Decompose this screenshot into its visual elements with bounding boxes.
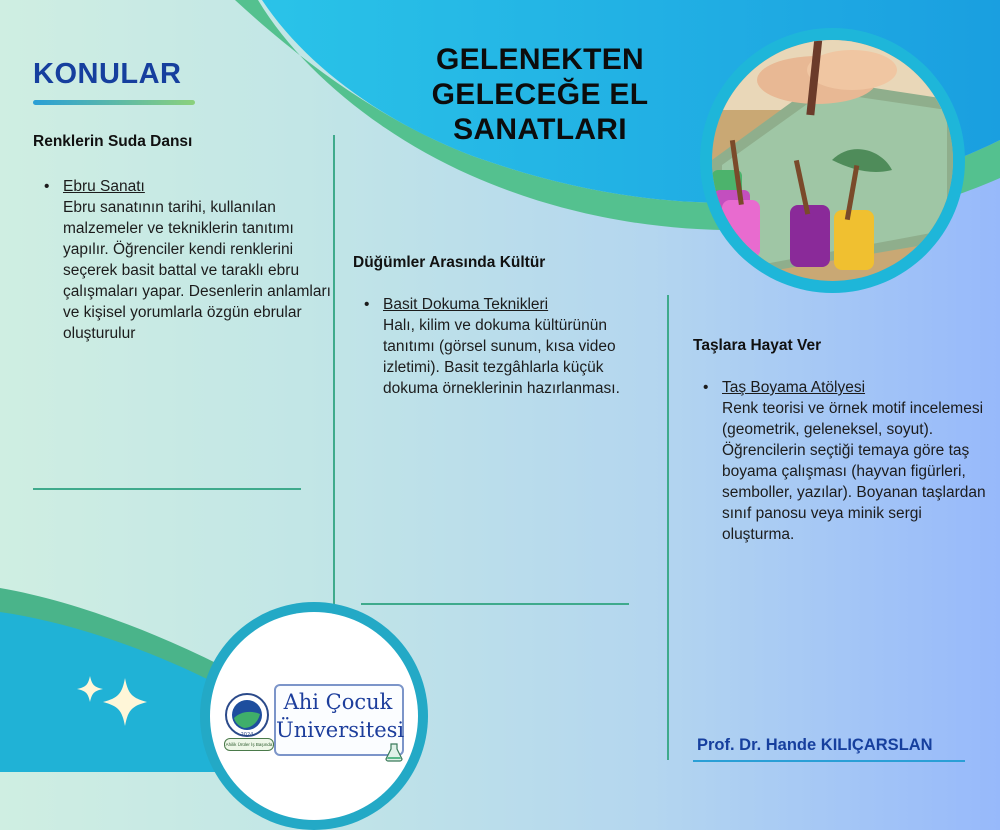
logo-tagline: Ahilik Ürüler İş Başında — [224, 738, 274, 751]
bullet: • — [364, 296, 370, 313]
ahi-cocuk-logo — [224, 682, 404, 764]
section-1-title: Renklerin Suda Dansı — [33, 133, 193, 150]
section-2-item-title: Basit Dokuma Teknikleri — [383, 296, 549, 313]
topics-heading: KONULAR — [33, 58, 182, 90]
logo-title-line-2: Üniversitesi — [276, 718, 405, 742]
column-divider-1 — [333, 135, 335, 605]
section-2-divider — [361, 603, 629, 605]
main-title — [405, 42, 675, 147]
author-underline — [693, 760, 965, 762]
globe-emblem-icon — [224, 692, 270, 738]
main-title-line-3: SANATLARI — [453, 113, 627, 146]
section-1-item-title: Ebru Sanatı — [63, 178, 145, 195]
marbling-photo-illustration — [712, 40, 953, 281]
section-2-item — [364, 294, 653, 399]
logo-year: 2024 — [240, 732, 254, 738]
marbling-photo — [712, 40, 953, 281]
column-divider-2 — [667, 295, 669, 760]
main-title-line-2: GELECEĞE EL — [431, 78, 649, 111]
bullet: • — [703, 379, 709, 396]
flask-icon — [384, 742, 404, 762]
section-3-description: Renk teorisi ve örnek motif incelemesi (geometrik, geleneksel, soyut). Öğrencilerin seçtiği temaya göre taş boyama çalışması (hayvan figürleri, semboller, yazılar). Boyanan taşlardan sınıf panosu veya minik sergi oluşturma. — [722, 400, 986, 543]
topics-underline — [33, 100, 195, 105]
section-2-title: Düğümler Arasında Kültür — [353, 254, 546, 271]
main-title-line-1: GELENEKTEN — [435, 43, 645, 76]
section-1-description: Ebru sanatının tarihi, kullanılan malzemeler ve tekniklerin tanıtımı yapılır. Öğrenciler kendi renklerini seçerek basit battal ve taraklı ebru çalışmaları yapar. Desenlerin anlamları ve kişisel yorumlarla özgün ebrular oluşturulur — [63, 199, 331, 342]
section-3-item — [703, 377, 987, 545]
author-name: Prof. Dr. Hande KILIÇARSLAN — [697, 736, 933, 754]
logo-title-line-1: Ahi Çocuk — [283, 690, 393, 714]
section-3-item-title: Taş Boyama Atölyesi — [722, 379, 866, 396]
section-3-title: Taşlara Hayat Ver — [693, 337, 822, 354]
section-1-item — [44, 176, 343, 344]
bullet: • — [44, 178, 50, 195]
section-2-description: Halı, kilim ve dokuma kültürünün tanıtımı (görsel sunum, kısa video izletimi). Basit tezgâhlarla küçük dokuma örneklerinin hazırlanması. — [383, 317, 620, 397]
section-1-divider — [33, 488, 301, 490]
